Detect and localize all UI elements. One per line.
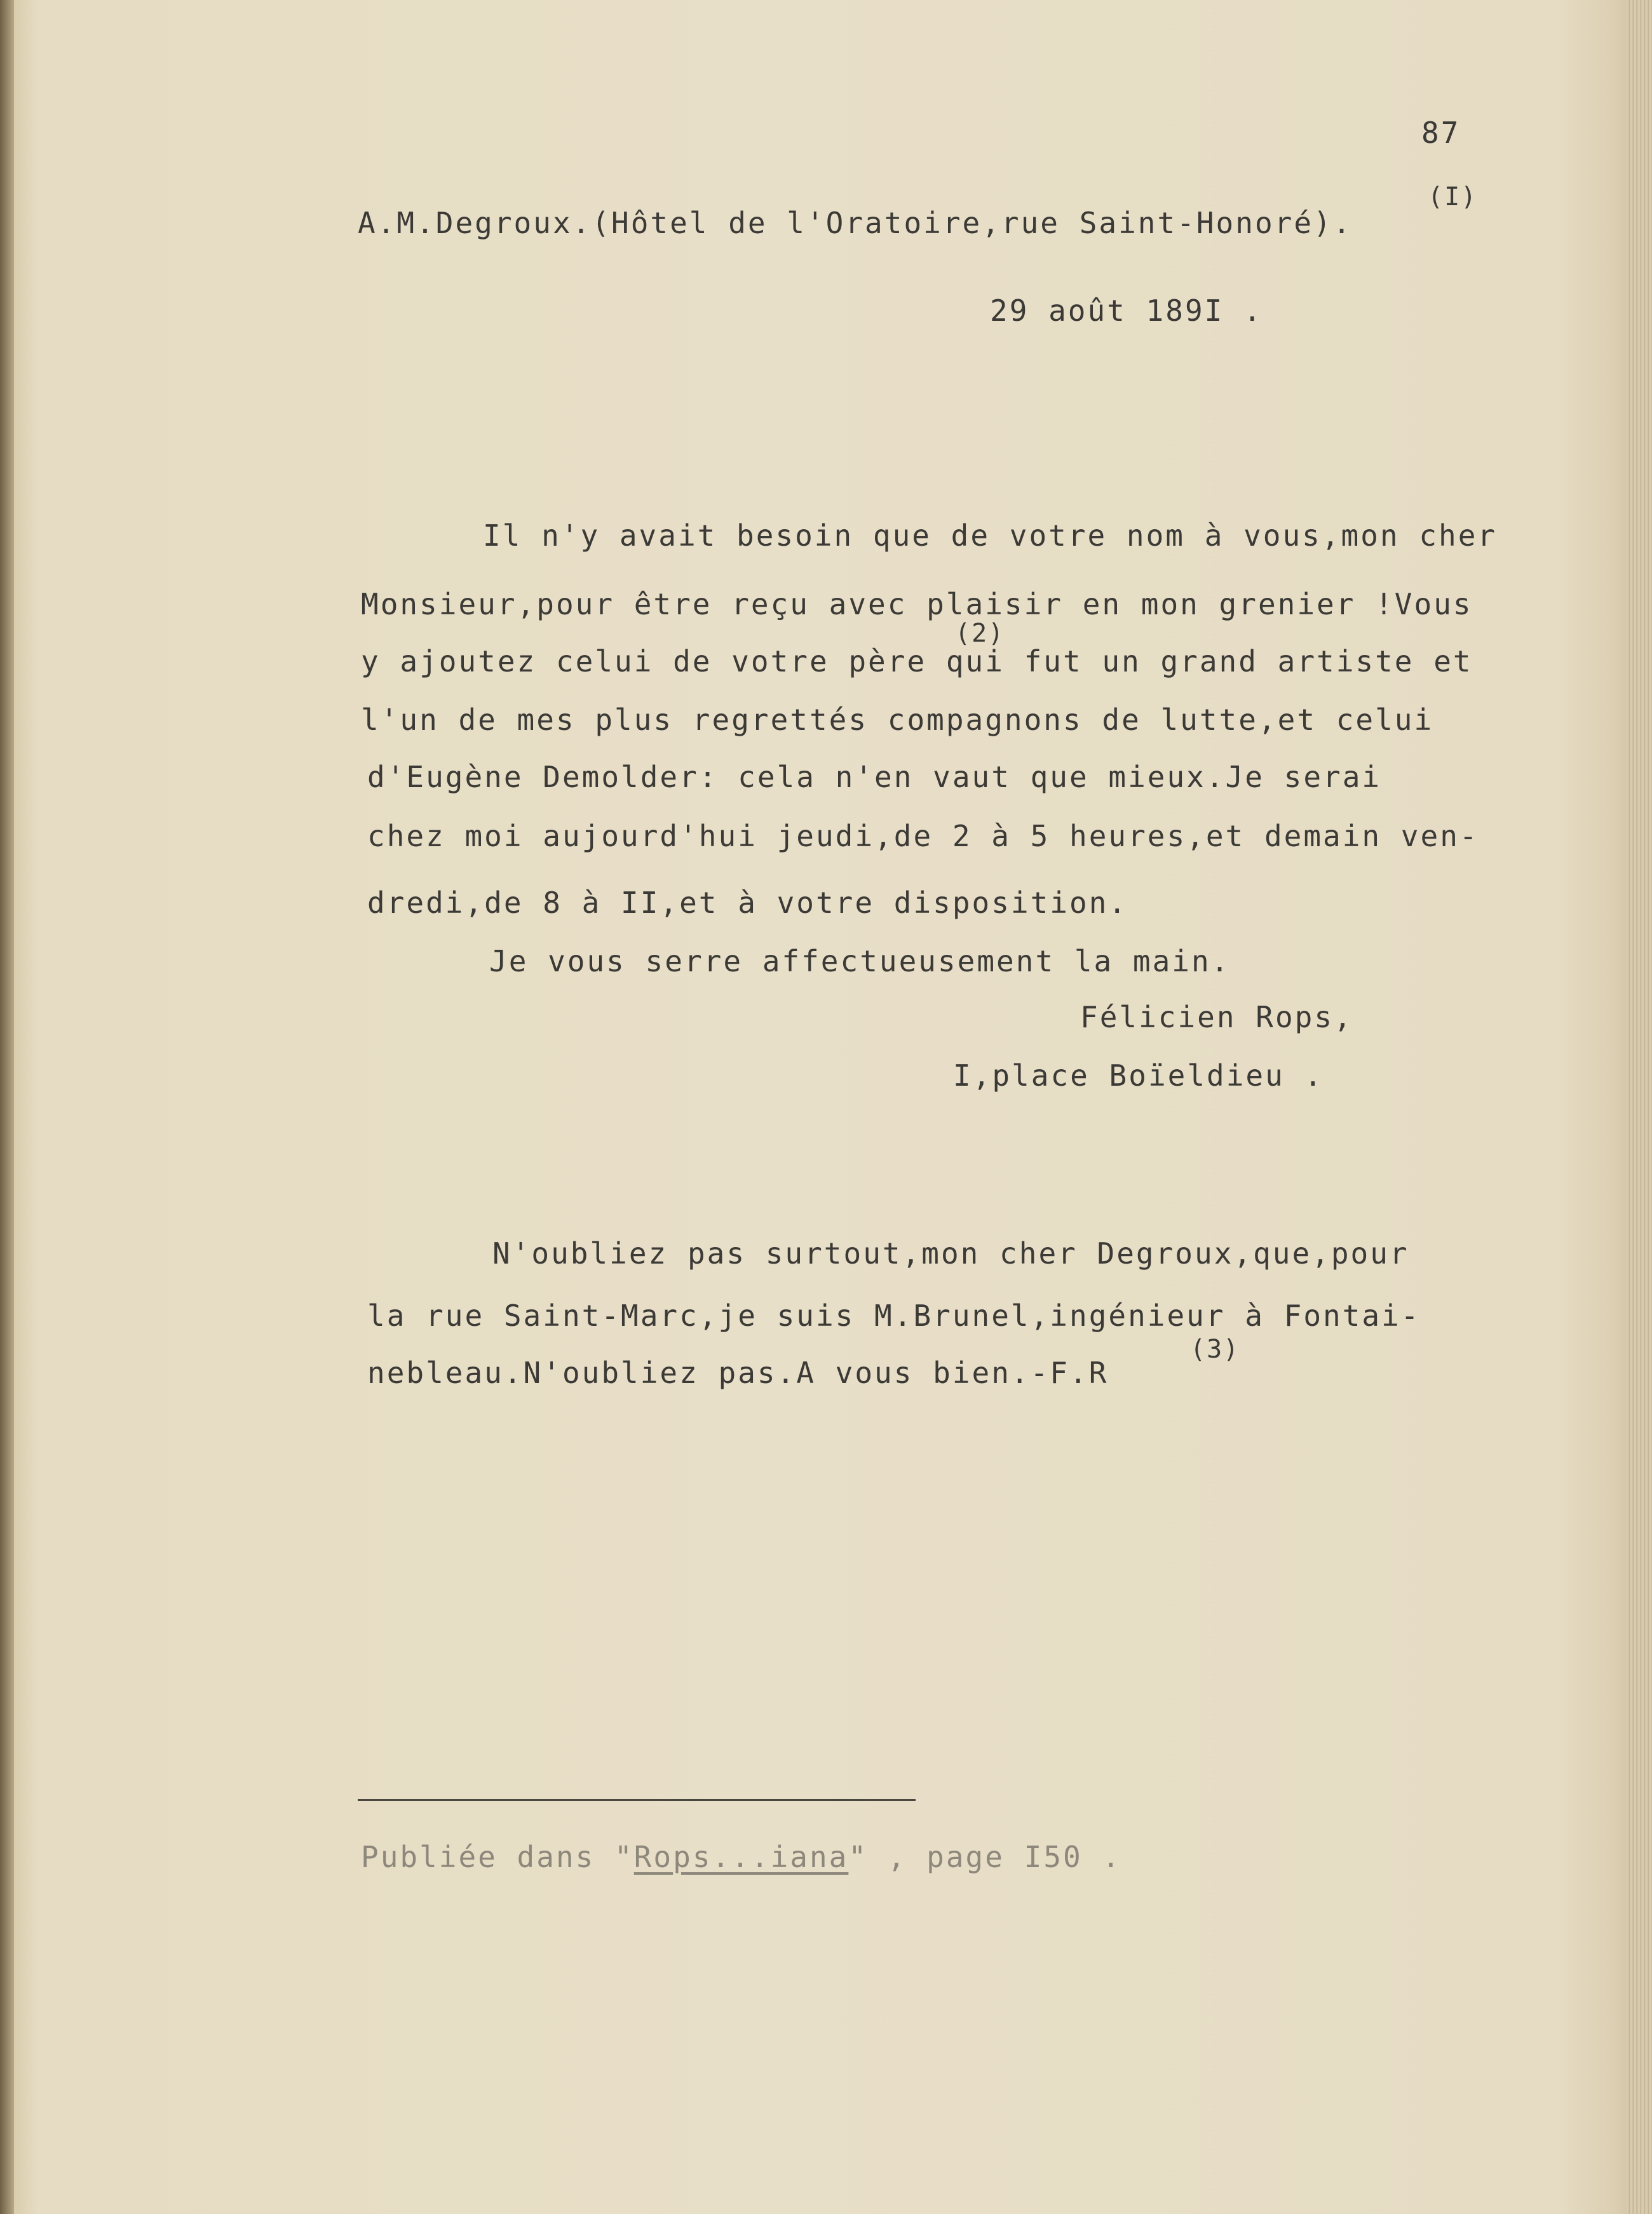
postscript-line-1: N'oubliez pas surtout,mon cher Degroux,que,pour — [492, 1236, 1409, 1271]
signature: Félicien Rops, — [1080, 1000, 1353, 1034]
footnote-marker-3: (3) — [1190, 1335, 1240, 1364]
postscript-line-2: la rue Saint-Marc,je suis M.Brunel,ingénieur à Fontai- — [367, 1299, 1421, 1333]
letter-line-6: chez moi aujourd'hui jeudi,de 2 à 5 heures,et demain ven- — [367, 819, 1479, 853]
footnote-text — [361, 1842, 1121, 1872]
letter-line-8: Je vous serre affectueusement la main. — [489, 944, 1231, 978]
letter-line-4: l'un de mes plus regrettés compagnons de lutte,et celui — [361, 703, 1434, 737]
letter-line-5: d'Eugène Demolder: cela n'en vaut que mieux.Je serai — [367, 760, 1382, 794]
page-edges — [1627, 0, 1652, 2214]
signature-address: I,place Boïeldieu . — [953, 1058, 1324, 1093]
footnote-rule — [358, 1799, 916, 1801]
footnote-suffix: " , page I50 . — [848, 1840, 1122, 1874]
letter-heading: A.M.Degroux.(Hôtel de l'Oratoire,rue Saint-Honoré). — [358, 206, 1353, 240]
letter-line-1: Il n'y avait besoin que de votre nom à vous,mon cher — [483, 518, 1498, 553]
page-number: 87 — [1421, 116, 1461, 150]
letter-date: 29 août 189I . — [990, 294, 1263, 328]
letter-line-7: dredi,de 8 à II,et à votre disposition. — [367, 886, 1128, 920]
footnote-prefix: Publiée dans " — [361, 1840, 634, 1874]
letter-line-3: y ajoutez celui de votre père qui fut un grand artiste et — [361, 644, 1473, 678]
postscript-line-3: nebleau.N'oubliez pas.A vous bien.-F.R — [367, 1356, 1109, 1390]
footnote-book-title: Rops...iana — [633, 1840, 849, 1874]
footnote-marker-2: (2) — [955, 619, 1005, 648]
letter-line-2: Monsieur,pour être reçu avec plaisir en mon grenier !Vous — [361, 587, 1473, 621]
footnote-marker-1: (I) — [1428, 182, 1478, 212]
binding-shadow — [0, 0, 14, 2214]
